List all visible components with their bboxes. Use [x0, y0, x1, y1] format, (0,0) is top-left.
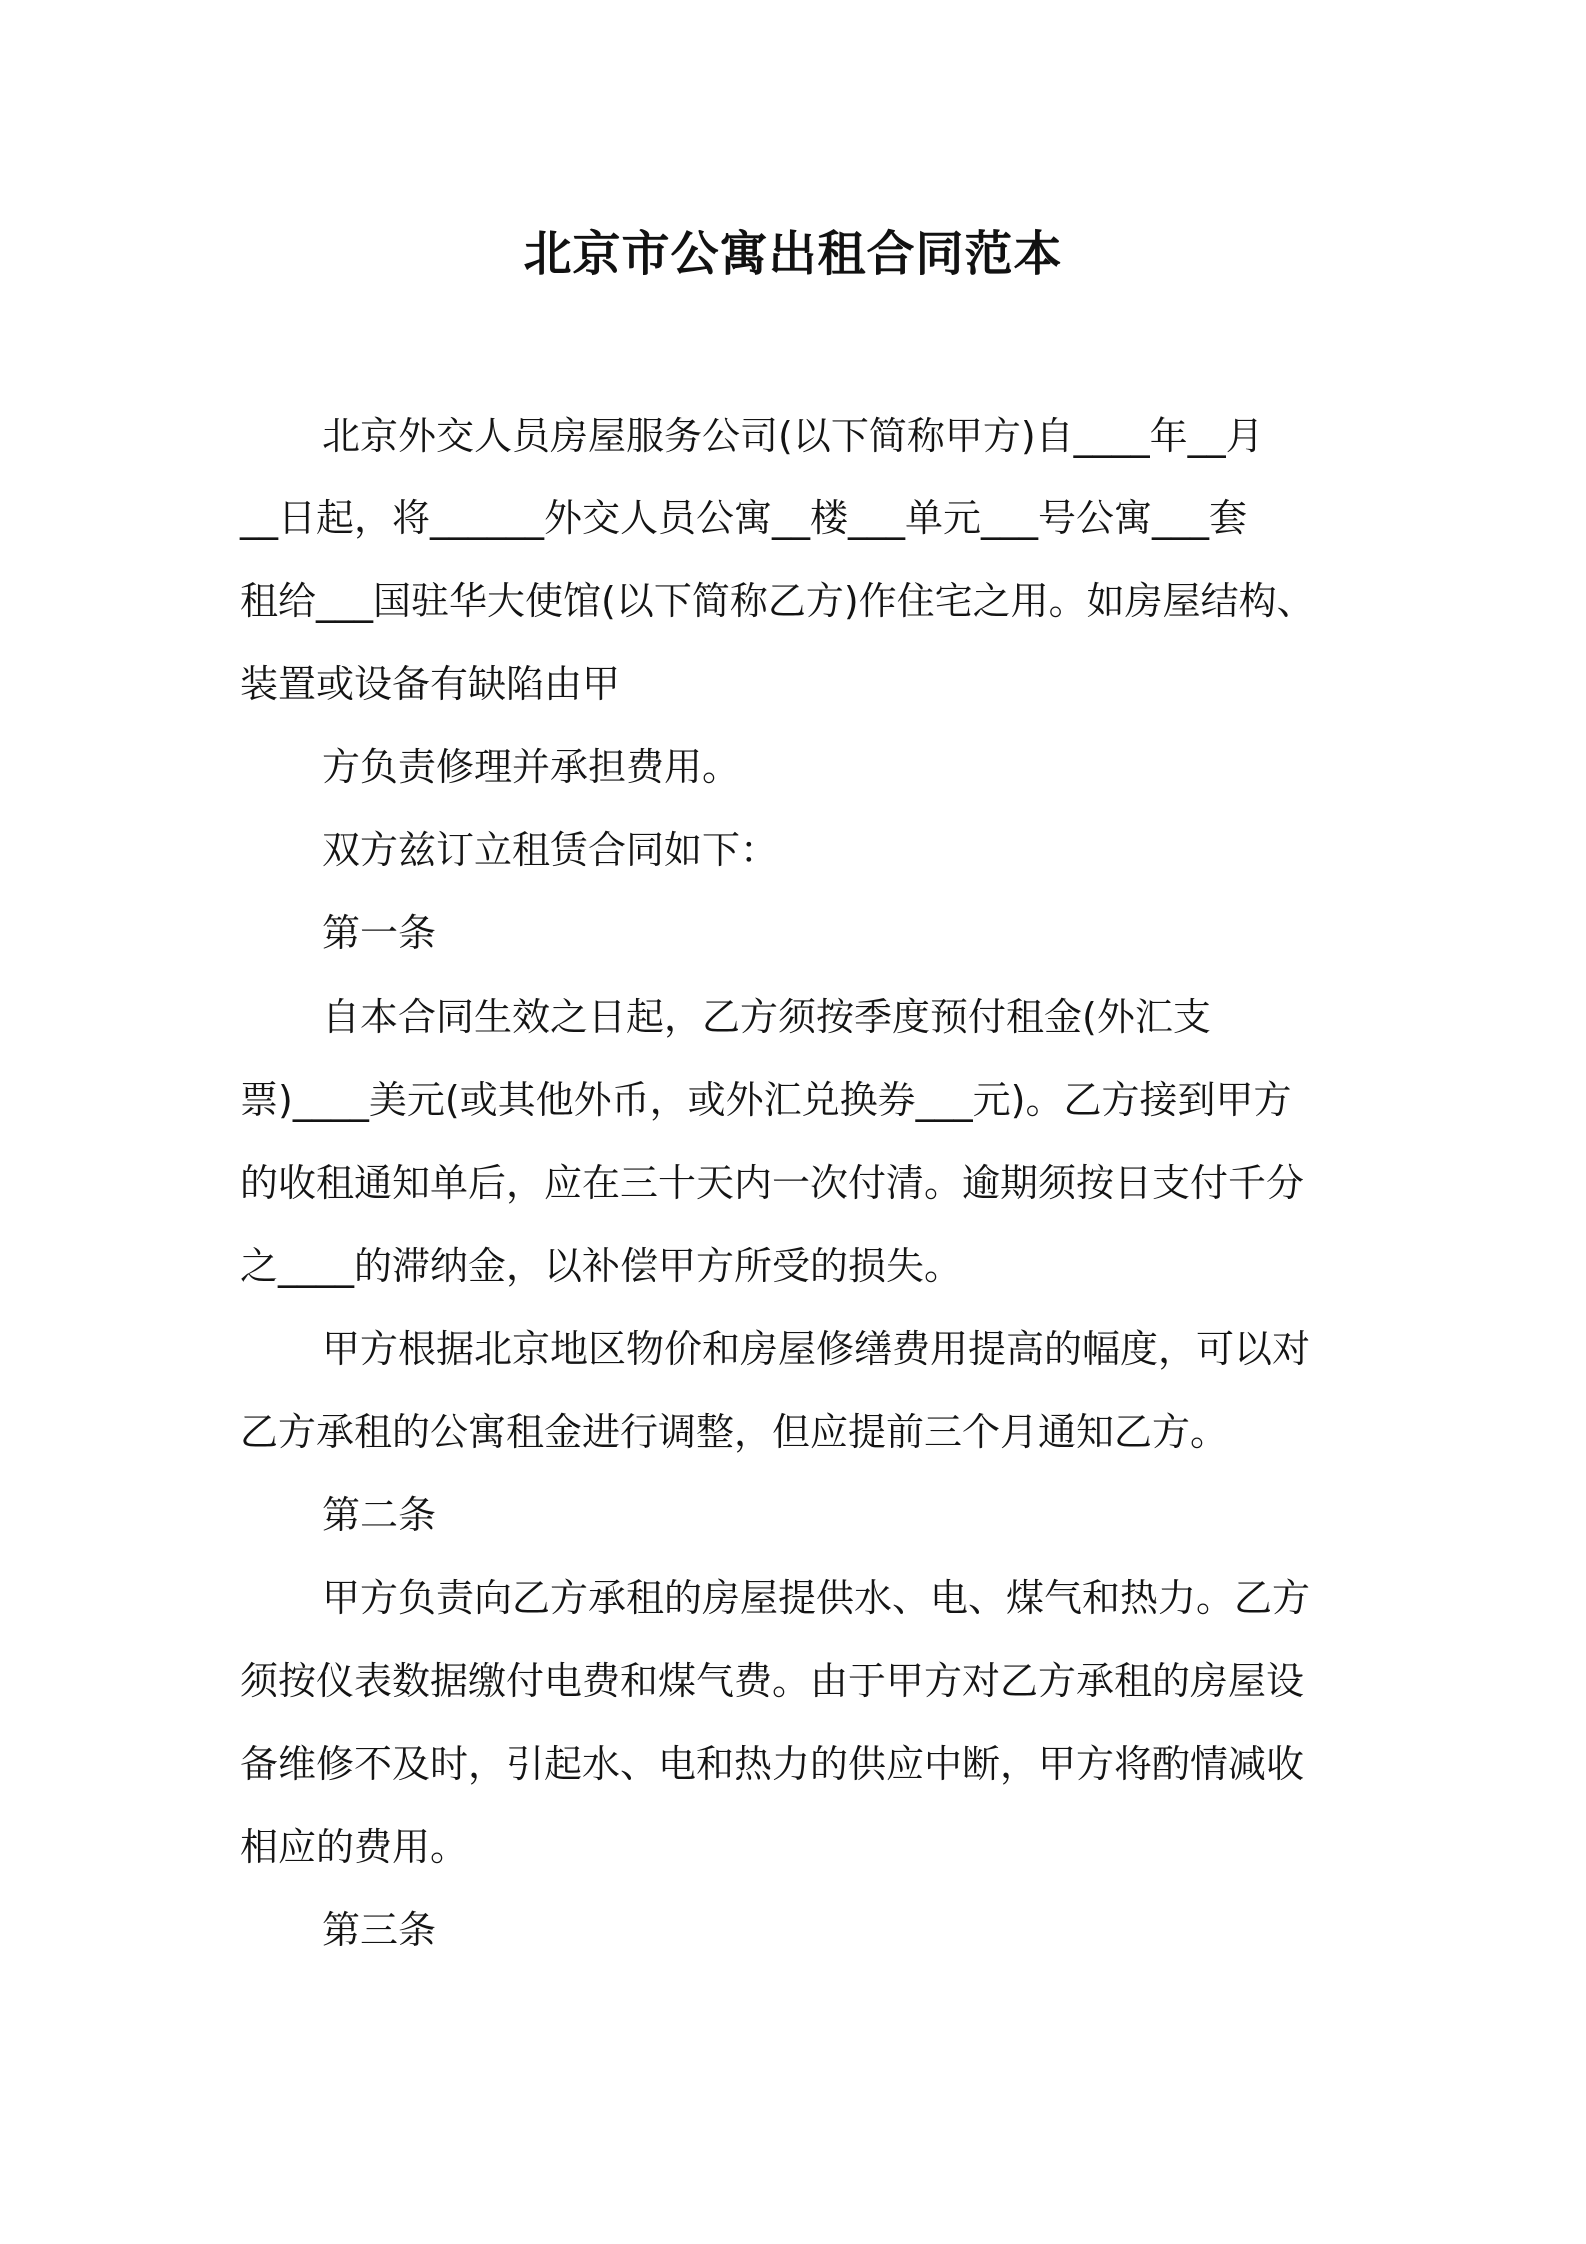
text-line: 的收租通知单后，应在三十天内一次付清。逾期须按日支付千分 — [240, 1161, 1305, 1205]
text-line: 相应的费用。 — [240, 1825, 469, 1869]
text-line: 方负责修理并承担费用。 — [322, 745, 741, 789]
document-title: 北京市公寓出租合同范本 — [523, 226, 1063, 282]
section-heading: 第二条 — [322, 1493, 437, 1537]
section-heading: 第一条 — [322, 911, 437, 955]
text-line: 乙方承租的公寓租金进行调整，但应提前三个月通知乙方。 — [240, 1410, 1229, 1454]
text-line: 票)____美元(或其他外币，或外汇兑换券___元)。乙方接到甲方 — [240, 1078, 1292, 1122]
text-line: 甲方根据北京地区物价和房屋修缮费用提高的幅度，可以对 — [322, 1327, 1311, 1371]
section-heading: 第三条 — [322, 1908, 437, 1952]
text-line: 须按仪表数据缴付电费和煤气费。由于甲方对乙方承租的房屋设 — [240, 1659, 1305, 1703]
text-line: 之____的滞纳金，以补偿甲方所受的损失。 — [240, 1244, 963, 1288]
text-line: 北京外交人员房屋服务公司(以下简称甲方)自____年__月 — [322, 414, 1264, 458]
text-line: 自本合同生效之日起，乙方须按季度预付租金(外汇支 — [322, 995, 1211, 1039]
text-line: __日起，将______外交人员公寓__楼___单元___号公寓___套 — [240, 496, 1248, 540]
text-line: 租给___国驻华大使馆(以下简称乙方)作住宅之用。如房屋结构、 — [240, 579, 1315, 623]
text-line: 双方兹订立租赁合同如下： — [322, 828, 779, 872]
text-line: 装置或设备有缺陷由甲 — [240, 662, 621, 706]
text-line: 备维修不及时，引起水、电和热力的供应中断，甲方将酌情减收 — [240, 1742, 1305, 1786]
text-line: 甲方负责向乙方承租的房屋提供水、电、煤气和热力。乙方 — [322, 1576, 1311, 1620]
